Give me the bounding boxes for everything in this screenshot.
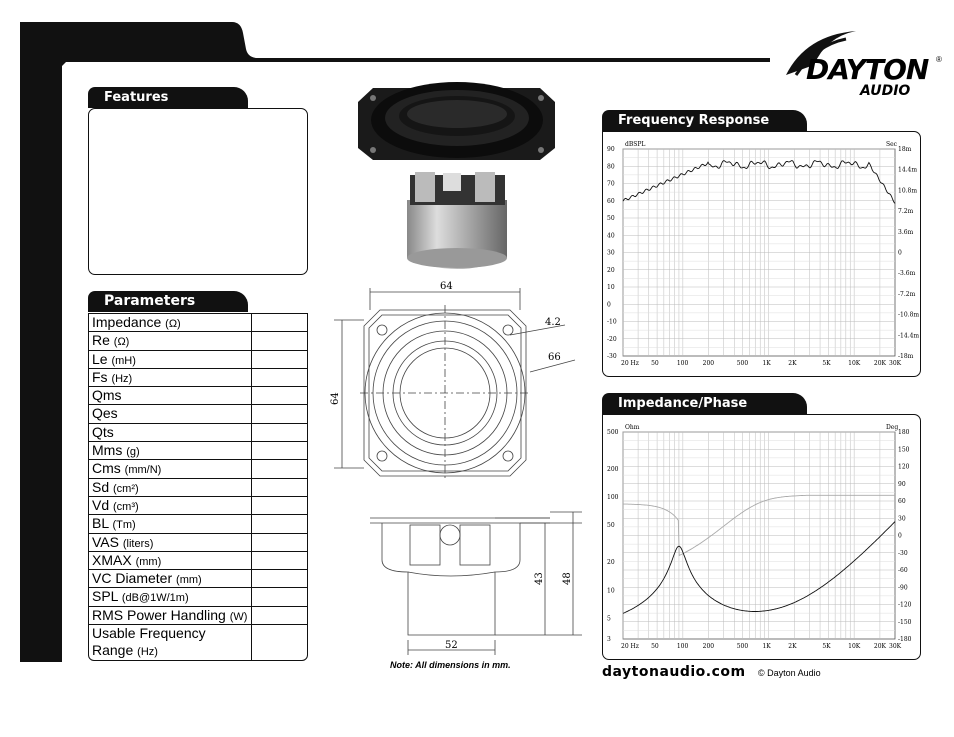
parameter-label xyxy=(89,625,252,660)
parameter-value xyxy=(252,570,307,587)
parameter-label xyxy=(89,332,252,349)
right-tick-label: 150 xyxy=(898,446,910,454)
parameter-label xyxy=(89,351,252,368)
right-tick-label: 120 xyxy=(898,463,910,471)
parameter-row xyxy=(89,387,307,405)
x-tick-label: 100 xyxy=(676,643,689,650)
parameter-label xyxy=(89,552,252,569)
parameter-label xyxy=(89,460,252,477)
parameter-value xyxy=(252,369,307,386)
parameter-label xyxy=(89,387,252,404)
dim-total-depth: 48 xyxy=(562,572,573,585)
features-box xyxy=(88,108,308,275)
parameter-label xyxy=(89,369,252,386)
parameter-value xyxy=(252,607,307,624)
parameter-row xyxy=(89,534,307,552)
x-tick-label: 20 Hz xyxy=(621,643,639,650)
y-tick-label: 60 xyxy=(607,197,615,205)
parameter-name: Sd xyxy=(92,478,114,495)
x-tick-label: 50 xyxy=(651,360,659,367)
parameter-unit: (Hz) xyxy=(137,646,158,659)
right-tick-label: 7.2m xyxy=(898,208,914,216)
y-tick-label: 3 xyxy=(607,636,611,643)
right-tick-label: -30 xyxy=(898,549,908,557)
right-tick-label: 14.4m xyxy=(898,166,918,174)
parameter-label xyxy=(89,442,252,459)
parameter-value xyxy=(252,515,307,532)
right-tick-label: -18m xyxy=(898,353,914,360)
logo-brand-name: DAYTON xyxy=(806,53,929,86)
parameter-name: Qes xyxy=(92,405,118,422)
y-tick-label: 70 xyxy=(607,180,615,188)
right-tick-label: -60 xyxy=(898,567,908,574)
y-tick-label: -30 xyxy=(607,353,617,360)
right-tick-label: 90 xyxy=(898,480,906,488)
frequency-response-box xyxy=(602,131,921,377)
parameter-row xyxy=(89,497,307,515)
frequency-response-tab: Frequency Response xyxy=(602,110,807,131)
dim-diag: 66 xyxy=(548,352,561,363)
parameter-row xyxy=(89,405,307,423)
y-tick-label: 0 xyxy=(607,301,611,309)
parameter-value xyxy=(252,588,307,605)
parameter-value xyxy=(252,552,307,569)
y-tick-label: 50 xyxy=(607,215,615,222)
parameter-name: Qms xyxy=(92,387,122,404)
left-unit-label: dBSPL xyxy=(625,141,646,148)
x-tick-label: 10K xyxy=(848,643,861,650)
right-tick-label: 60 xyxy=(898,498,906,505)
x-tick-label: 5K xyxy=(822,643,831,650)
parameter-value xyxy=(252,625,307,660)
x-tick-label: 2K xyxy=(788,643,797,650)
parameter-value xyxy=(252,497,307,514)
parameter-name: Le xyxy=(92,350,112,367)
right-unit-label: Deg xyxy=(886,424,899,431)
right-tick-label: -120 xyxy=(898,601,912,609)
parameter-label xyxy=(89,497,252,514)
parameter-unit: (g) xyxy=(126,446,140,459)
parameter-row xyxy=(89,351,307,369)
dim-bottom: 52 xyxy=(445,640,458,651)
parameter-row xyxy=(89,515,307,533)
parameter-unit: (liters) xyxy=(122,537,154,550)
x-tick-label: 30K xyxy=(889,360,902,367)
speaker-photo xyxy=(355,80,560,275)
x-tick-label: 20 Hz xyxy=(621,360,639,367)
parameter-unit: (Tm) xyxy=(112,519,136,532)
logo-registered: ® xyxy=(936,55,942,64)
parameters-tab: Parameters xyxy=(88,291,248,312)
parameter-name: Usable Frequency Range xyxy=(92,625,206,659)
dim-width-top: 64 xyxy=(440,281,453,292)
features-tab: Features xyxy=(88,87,248,108)
copyright: © Dayton Audio xyxy=(758,668,821,678)
y-tick-label: 100 xyxy=(607,494,619,502)
parameter-label xyxy=(89,479,252,496)
parameter-value xyxy=(252,442,307,459)
parameter-name: Re xyxy=(92,332,114,349)
dayton-logo xyxy=(776,25,946,105)
y-tick-label: 50 xyxy=(607,522,615,530)
parameter-name: BL xyxy=(92,515,113,532)
x-tick-label: 500 xyxy=(736,643,749,650)
y-tick-label: -10 xyxy=(607,318,617,326)
parameter-unit: (W) xyxy=(229,610,248,623)
parameter-label xyxy=(89,570,252,587)
impedance-phase-tab: Impedance/Phase xyxy=(602,393,807,414)
parameter-value xyxy=(252,479,307,496)
right-tick-label: -90 xyxy=(898,584,908,592)
y-tick-label: 90 xyxy=(607,146,615,153)
right-tick-label: 3.6m xyxy=(898,228,914,236)
parameter-unit: (dB@1W/1m) xyxy=(121,592,189,605)
parameter-unit: (mm) xyxy=(176,574,202,587)
x-tick-label: 10K xyxy=(848,360,861,367)
dim-hole: 4.2 xyxy=(545,317,561,328)
parameter-name: Fs xyxy=(92,368,112,385)
frequency-response-chart xyxy=(603,132,919,375)
parameter-row xyxy=(89,570,307,588)
x-tick-label: 500 xyxy=(736,360,749,367)
x-tick-label: 20K xyxy=(873,643,887,650)
parameter-unit: (cm²) xyxy=(113,482,139,495)
parameter-value xyxy=(252,460,307,477)
parameter-row xyxy=(89,332,307,350)
parameter-unit: (mH) xyxy=(111,354,136,367)
parameter-row xyxy=(89,314,307,332)
right-tick-label: 0 xyxy=(898,532,902,540)
parameter-name: Mms xyxy=(92,442,127,459)
right-unit-label: Sec xyxy=(886,141,898,148)
right-tick-label: -7.2m xyxy=(898,290,916,298)
parameter-name: RMS Power Handling xyxy=(92,606,230,623)
parameter-row xyxy=(89,607,307,625)
right-tick-label: 18m xyxy=(898,146,912,153)
parameter-value xyxy=(252,314,307,331)
dim-depth: 43 xyxy=(534,572,545,585)
parameter-value xyxy=(252,424,307,441)
y-tick-label: 30 xyxy=(607,249,615,257)
right-tick-label: 30 xyxy=(898,515,906,523)
y-tick-label: 5 xyxy=(607,615,611,623)
parameter-row xyxy=(89,552,307,570)
y-tick-label: 20 xyxy=(607,559,615,567)
right-tick-label: 0 xyxy=(898,249,902,257)
x-tick-label: 5K xyxy=(822,360,831,367)
parameter-value xyxy=(252,332,307,349)
y-tick-label: 200 xyxy=(607,466,619,474)
parameter-name: Qts xyxy=(92,423,114,440)
parameter-name: Cms xyxy=(92,460,125,477)
x-tick-label: 200 xyxy=(702,360,715,367)
y-tick-label: -20 xyxy=(607,335,617,343)
parameter-row xyxy=(89,369,307,387)
parameter-row xyxy=(89,588,307,606)
x-tick-label: 200 xyxy=(702,643,715,650)
y-tick-label: 40 xyxy=(607,232,615,240)
parameter-value xyxy=(252,534,307,551)
parameter-row xyxy=(89,442,307,460)
parameter-name: XMAX xyxy=(92,551,136,568)
parameter-unit: (Hz) xyxy=(111,372,133,385)
y-tick-label: 500 xyxy=(607,429,619,436)
x-tick-label: 30K xyxy=(889,643,902,650)
parameter-row xyxy=(89,479,307,497)
x-tick-label: 1K xyxy=(762,643,771,650)
impedance-phase-box xyxy=(602,414,921,660)
x-tick-label: 2K xyxy=(788,360,797,367)
parameter-unit: (cm³) xyxy=(113,500,139,513)
parameter-label xyxy=(89,314,252,331)
parameter-name: Vd xyxy=(92,496,114,513)
parameter-name: VAS xyxy=(92,533,123,550)
y-tick-label: 10 xyxy=(607,284,615,291)
y-tick-label: 20 xyxy=(607,266,615,274)
impedance-phase-chart xyxy=(603,415,919,658)
parameter-name: SPL xyxy=(92,588,122,605)
parameter-row xyxy=(89,460,307,478)
parameter-label xyxy=(89,405,252,422)
x-tick-label: 20K xyxy=(873,360,887,367)
website-link[interactable]: daytonaudio.com xyxy=(602,664,746,680)
right-tick-label: -14.4m xyxy=(898,332,919,340)
dimension-drawing xyxy=(320,280,590,670)
parameter-unit: (Ω) xyxy=(113,336,130,349)
right-tick-label: -150 xyxy=(898,618,912,626)
parameter-value xyxy=(252,351,307,368)
parameter-value xyxy=(252,387,307,404)
parameter-label xyxy=(89,424,252,441)
right-tick-label: -180 xyxy=(898,636,912,643)
right-tick-label: 180 xyxy=(898,429,910,436)
parameter-row xyxy=(89,625,307,660)
x-tick-label: 1K xyxy=(762,360,771,367)
x-tick-label: 100 xyxy=(676,360,689,367)
parameter-row xyxy=(89,424,307,442)
dim-height-left: 64 xyxy=(330,392,341,405)
left-unit-label: Ohm xyxy=(625,424,640,431)
right-tick-label: -3.6m xyxy=(898,270,916,278)
logo-sub: AUDIO xyxy=(860,83,911,99)
parameter-unit: (Ω) xyxy=(165,318,181,330)
parameter-name: Impedance xyxy=(92,314,166,330)
parameter-value xyxy=(252,405,307,422)
parameter-label xyxy=(89,534,252,551)
y-tick-label: 80 xyxy=(607,163,615,171)
right-tick-label: -10.8m xyxy=(898,311,919,319)
parameter-label xyxy=(89,588,252,605)
x-tick-label: 50 xyxy=(651,643,659,650)
right-tick-label: 10.8m xyxy=(898,187,918,195)
dimensions-note: Note: All dimensions in mm. xyxy=(390,660,511,670)
parameter-unit: (mm/N) xyxy=(124,464,162,477)
y-tick-label: 10 xyxy=(607,587,615,595)
parameter-label xyxy=(89,515,252,532)
parameter-label xyxy=(89,607,252,624)
parameter-name: VC Diameter xyxy=(92,570,177,587)
parameters-table xyxy=(88,313,308,661)
parameter-unit: (mm) xyxy=(135,555,162,568)
